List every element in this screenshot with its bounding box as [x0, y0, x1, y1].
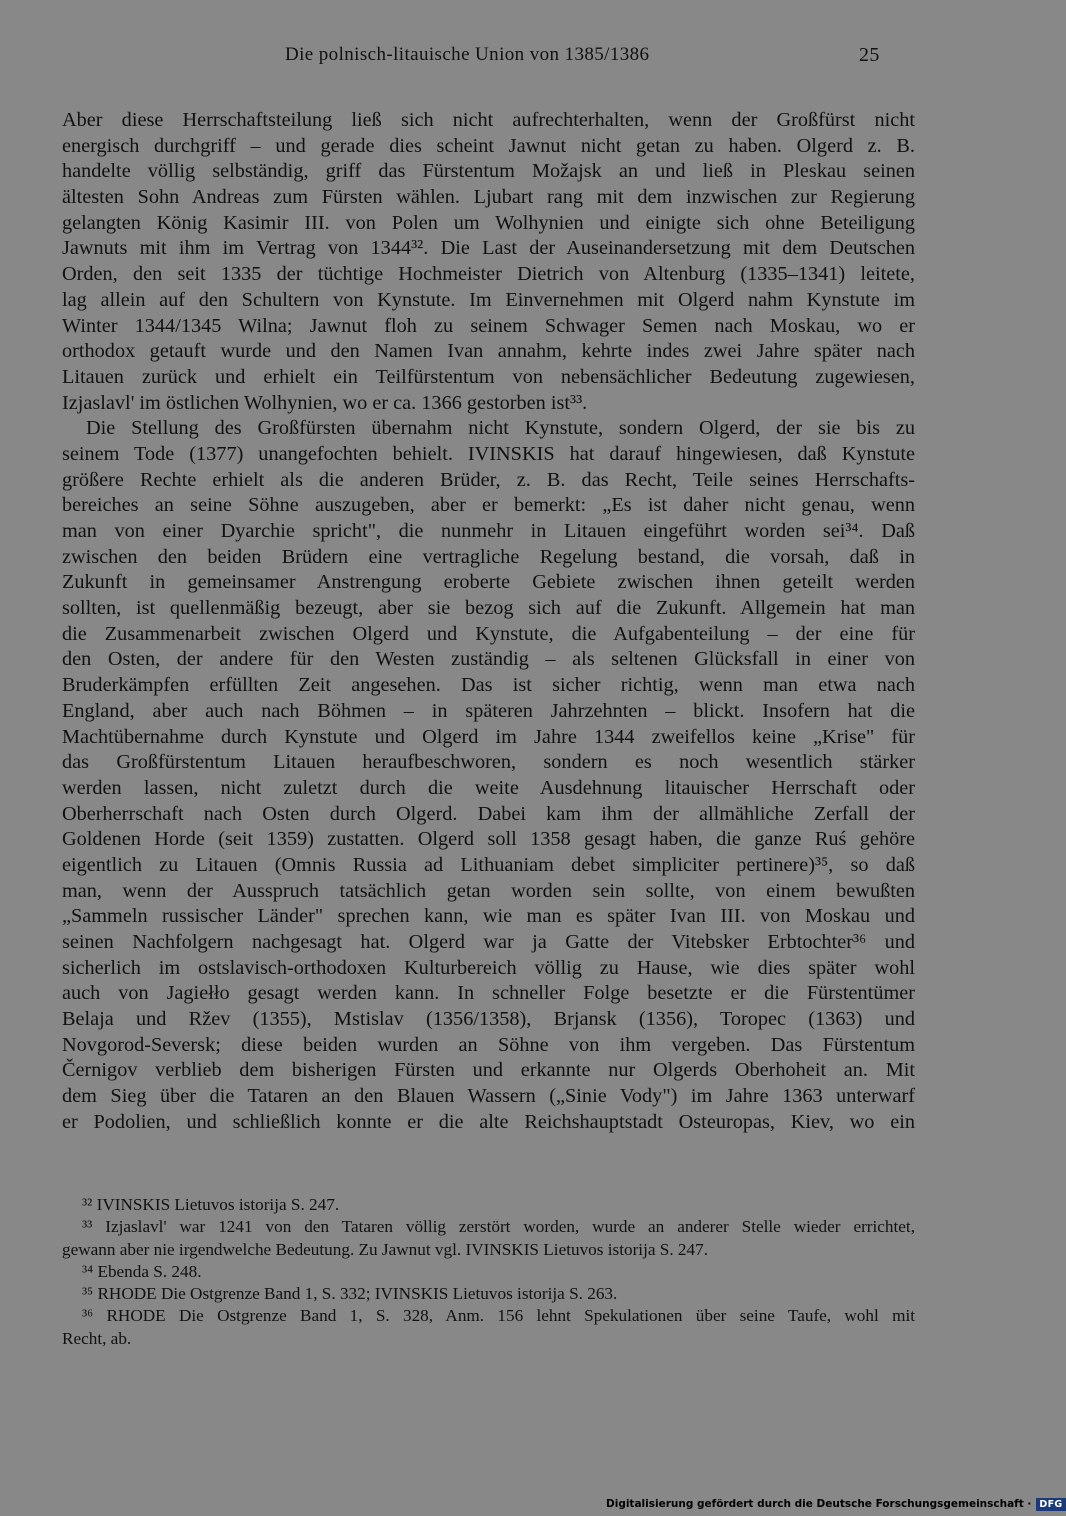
text-line: energisch durchgriff – und gerade dies scheint Jawnut nicht getan zu haben. Olgerd z. B.	[62, 134, 915, 157]
text-line: die Zusammenarbeit zwischen Olgerd und Kynstute, die Aufgabenteilung – der eine für	[62, 622, 915, 645]
text-line: sollten, ist quellenmäßig bezeugt, aber sie bezog sich auf die Zukunft. Allgemein hat man	[62, 597, 915, 620]
dfg-logo: DFG	[1036, 1498, 1065, 1511]
text-line: Machtübernahme durch Kynstute und Olgerd im Jahre 1344 zweifellos keine „Krise" für	[62, 725, 915, 748]
text-line: bereiches an seine Söhne auszugeben, aber er bemerkt: „Es ist daher nicht genau, wenn	[62, 494, 915, 517]
text-line: handelte völlig selbständig, griff das Fürstentum Možajsk an und ließ in Pleskau seinen	[62, 160, 915, 183]
text-line: dem Sieg über die Tataren an den Blauen Wassern („Sinie Vody") im Jahre 1363 unterwarf	[62, 1085, 915, 1108]
text-line: er Podolien, und schließlich konnte er die alte Reichshauptstadt Osteuropas, Kiev, wo ein	[62, 1110, 915, 1133]
text-line: seinem Tode (1377) unangefochten behielt. IVINSKIS hat darauf hingewiesen, daß Kynstute	[62, 442, 915, 465]
page-header	[285, 44, 905, 72]
text-line: „Sammeln russischer Länder" sprechen kann, wie man es später Ivan III. von Moskau und	[62, 905, 915, 928]
text-line: zwischen den beiden Brüdern eine vertragliche Regelung bestand, die vorsah, daß in	[62, 545, 915, 568]
footnote-line: ³⁵ RHODE Die Ostgrenze Band 1, S. 332; IVINSKIS Lietuvos istorija S. 263.	[82, 1284, 618, 1304]
footnote-line: ³² IVINSKIS Lietuvos istorija S. 247.	[82, 1195, 340, 1214]
digitization-credit	[606, 1496, 1066, 1512]
text-line: Die Stellung des Großfürsten übernahm nicht Kynstute, sondern Olgerd, der sie bis zu	[86, 417, 915, 440]
text-line: orthodox getauft wurde und den Namen Ivan annahm, kehrte indes zwei Jahre später nach	[62, 340, 915, 363]
footnote-line: ³³ Izjaslavl' war 1241 von den Tataren völlig zerstört worden, wurde an anderer Stelle wieder errichtet,	[82, 1217, 915, 1237]
footnotes	[62, 1194, 915, 1350]
text-line: seinen Nachfolgern nachgesagt hat. Olgerd war ja Gatte der Vitebsker Erbtochter³⁶ und	[62, 931, 915, 953]
text-line: Bruderkämpfen erfüllten Zeit angesehen. Das ist sicher richtig, wenn man etwa nach	[62, 674, 915, 697]
text-line: lag allein auf den Schultern von Kynstute. Im Einvernehmen mit Olgerd nahm Kynstute im	[62, 288, 915, 311]
text-line: gelangten König Kasimir III. von Polen um Wolhynien und einigte sich ohne Beteiligung	[62, 211, 915, 234]
text-line: Litauen zurück und erhielt ein Teilfürstentum von nebensächlicher Bedeutung zugewiesen,	[62, 365, 915, 388]
footnote-line: Recht, ab.	[62, 1328, 132, 1348]
text-line: Zukunft in gemeinsamer Anstrengung eroberte Gebiete zwischen ihnen geteilt werden	[62, 571, 915, 594]
text-line: Goldenen Horde (seit 1359) zustatten. Olgerd soll 1358 gesagt haben, die ganze Ruś gehöre	[62, 828, 915, 851]
text-line: man von einer Dyarchie spricht", die nunmehr in Litauen eingeführt worden sei³⁴. Daß	[62, 520, 915, 542]
text-line: das Großfürstentum Litauen heraufbeschworen, sondern es noch wesentlich stärker	[62, 751, 915, 774]
text-line: Aber diese Herrschaftsteilung ließ sich nicht aufrechterhalten, wenn der Großfürst nicht	[62, 109, 915, 131]
footnote-line: gewann aber nie irgendwelche Bedeutung. Zu Jawnut vgl. IVINSKIS Lietuvos istorija S. 247.	[62, 1239, 708, 1259]
footnote-line: ³⁴ Ebenda S. 248.	[82, 1261, 202, 1281]
text-line: größere Rechte erhielt als die anderen Brüder, z. B. das Recht, Teile seines Herrschafts-	[62, 468, 915, 491]
text-line: Oberherrschaft nach Osten durch Olgerd. Dabei kam ihm der allmähliche Zerfall der	[62, 802, 915, 825]
text-line: Orden, den seit 1335 der tüchtige Hochmeister Dietrich von Altenburg (1335–1341) leitete,	[62, 263, 915, 286]
credit-text: Digitalisierung gefördert durch die Deutsche Forschungsgemeinschaft ·	[606, 1498, 1032, 1510]
text-line: auch von Jagiełło gesagt werden kann. In schneller Folge besetzte er die Fürstentümer	[62, 982, 915, 1005]
text-line: Belaja und Ržev (1355), Mstislav (1356/1358), Brjansk (1356), Toropec (1363) und	[62, 1008, 915, 1031]
running-title: Die polnisch-litauische Union von 1385/1386	[285, 44, 650, 65]
page-number: 25	[859, 44, 880, 66]
text-line: man, wenn der Ausspruch tatsächlich getan worden sein sollte, von einem bewußten	[62, 879, 915, 902]
text-line: Novgorod-Seversk; diese beiden wurden an Söhne von ihm vergeben. Das Fürstentum	[62, 1033, 915, 1056]
text-line: ältesten Sohn Andreas zum Fürsten wählen. Ljubart rang mit dem inzwischen zur Regierung	[62, 186, 915, 209]
text-line: sicherlich im ostslavisch-orthodoxen Kulturbereich völlig zu Hause, wie dies später wohl	[62, 956, 915, 979]
text-line: werden lassen, nicht zuletzt durch die weite Ausdehnung litauischer Herrschaft oder	[62, 776, 915, 799]
text-line: den Osten, der andere für den Westen zuständig – als seltenen Glücksfall in einer von	[62, 648, 915, 671]
footnote-line: ³⁶ RHODE Die Ostgrenze Band 1, S. 328, Anm. 156 lehnt Spekulationen über seine Taufe, wohl mit	[82, 1306, 915, 1326]
text-line: Winter 1344/1345 Wilna; Jawnut floh zu seinem Schwager Semen nach Moskau, wo er	[62, 314, 915, 337]
main-text	[62, 108, 915, 1136]
text-line: Izjaslavl' im östlichen Wolhynien, wo er ca. 1366 gestorben ist³³.	[62, 391, 588, 414]
text-line: Jawnuts mit ihm im Vertrag von 1344³². Die Last der Auseinandersetzung mit dem Deutschen	[62, 237, 915, 260]
text-line: England, aber auch nach Böhmen – in späteren Jahrzehnten – blickt. Insofern hat die	[62, 699, 915, 722]
text-line: eigentlich zu Litauen (Omnis Russia ad Lithuaniam debet simpliciter pertinere)³⁵, so daß	[62, 853, 915, 876]
text-line: Černigov verblieb dem bisherigen Fürsten und erkannte nur Olgerds Oberhoheit an. Mit	[62, 1059, 915, 1082]
